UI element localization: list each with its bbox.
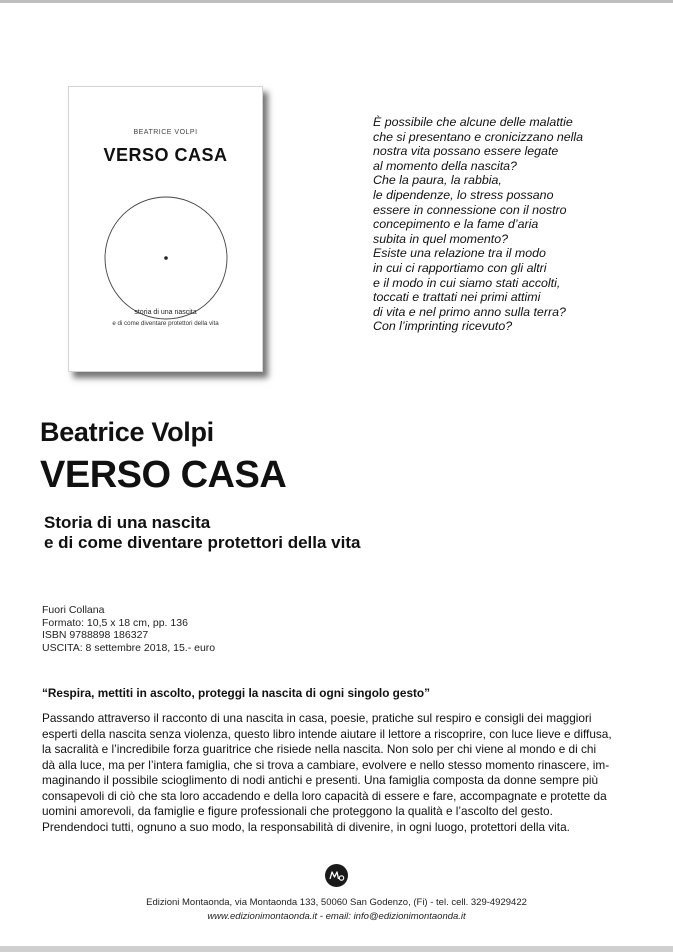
poem-line: subita in quel momento?: [373, 231, 509, 246]
poem-line: toccati e trattati nei primi attimi: [373, 290, 541, 305]
description-line: uomini amorevoli, da famiglie e figure professionali che proteggono la qualità e l’ascolto del gesto.: [42, 804, 553, 818]
subtitle-line: e di come diventare protettori della vita: [44, 533, 361, 552]
isbn-label: ISBN 9788898 186327: [42, 629, 149, 642]
cover-title: VERSO CASA: [103, 145, 228, 165]
poem-line: Con l’imprinting ricevuto?: [373, 319, 513, 334]
book-details: [42, 604, 215, 654]
description: [42, 711, 612, 835]
book-title: VERSO CASA: [40, 454, 287, 496]
publisher-contacts: www.edizionimontaonda.it - email: info@edizionimontaonda.it: [207, 911, 466, 922]
collection-label: Fuori Collana: [42, 604, 105, 616]
page-bottom-border: [0, 946, 673, 952]
publisher-address: Edizioni Montaonda, via Montaonda 133, 50060 San Godenzo, (Fi) - tel. cell. 329-4929422: [146, 897, 527, 908]
circle-dot-icon: [103, 195, 229, 321]
poem-line: in cui ci rapportiamo con gli altri: [373, 260, 547, 275]
cover-author: BEATRICE VOLPI: [133, 129, 198, 136]
author-name: Beatrice Volpi: [40, 417, 214, 447]
poem-line: Esiste una relazione tra il modo: [373, 246, 546, 261]
subtitle-line: Storia di una nascita: [44, 513, 211, 532]
description-line: Passando attraverso il racconto di una nascita in casa, poesie, pratiche sul respiro e consigli dei maggiori: [42, 711, 592, 725]
poem-line: essere in connessione con il nostro: [373, 202, 567, 217]
book-cover: [68, 86, 263, 372]
format-label: Formato: 10,5 x 18 cm, pp. 136: [42, 616, 188, 629]
description-line: Prendendoci tutti, ognuno a suo modo, la responsabilità di divenire, in ogni luogo, protettori della vita.: [42, 819, 570, 834]
description-line: la sacralità e l’incredibile forza guaritrice che risiede nella nascita. Non solo per chi viene al mondo e di chi: [42, 742, 597, 756]
poem-line: concepimento e la fame d’aria: [373, 217, 539, 232]
book-subtitle: [44, 513, 360, 553]
quote: “Respira, mettiti in ascolto, proteggi la nascita di ogni singolo gesto”: [42, 686, 431, 700]
poem: [373, 115, 663, 334]
poem-line: al momento della nascita?: [373, 158, 517, 173]
poem-line: Che la paura, la rabbia,: [373, 173, 502, 188]
poem-line: di vita e nel primo anno sulla terra?: [373, 304, 566, 319]
poem-line: che si presentano e cronicizzano nella: [373, 129, 584, 144]
montaonda-logo-icon: [324, 863, 349, 888]
release-label: USCITA: 8 settembre 2018, 15.- euro: [42, 641, 216, 654]
description-line: dà alla luce, ma per l’intera famiglia, che si trova a cambiare, evolvere e nello stesso momento rinascere, im-: [42, 757, 610, 772]
cover-subtitle-line2: e di come diventare protettori della vita: [112, 320, 219, 327]
poem-line: È possibile che alcune delle malattie: [373, 115, 573, 129]
cover-subtitle-line1: storia di una nascita: [134, 309, 197, 316]
description-line: consapevoli di ciò che sta loro accadendo e della loro capacità di essere e fare, accompagnate e protette da: [42, 788, 607, 803]
poem-line: nostra vita possano essere legate: [373, 144, 559, 159]
page-top-border: [0, 0, 673, 3]
poem-line: e il modo in cui siamo stati accolti,: [373, 275, 561, 290]
poem-line: le dipendenze, lo stress possano: [373, 187, 554, 202]
description-line: esperti della nascita senza violenza, questo libro intende aiutare il lettore a riscoprire, con luce lieve e diffusa,: [42, 726, 612, 741]
description-line: maginando il possibile scioglimento di nodi antichi e presenti. Una famiglia composta da donne sempre più: [42, 773, 599, 787]
